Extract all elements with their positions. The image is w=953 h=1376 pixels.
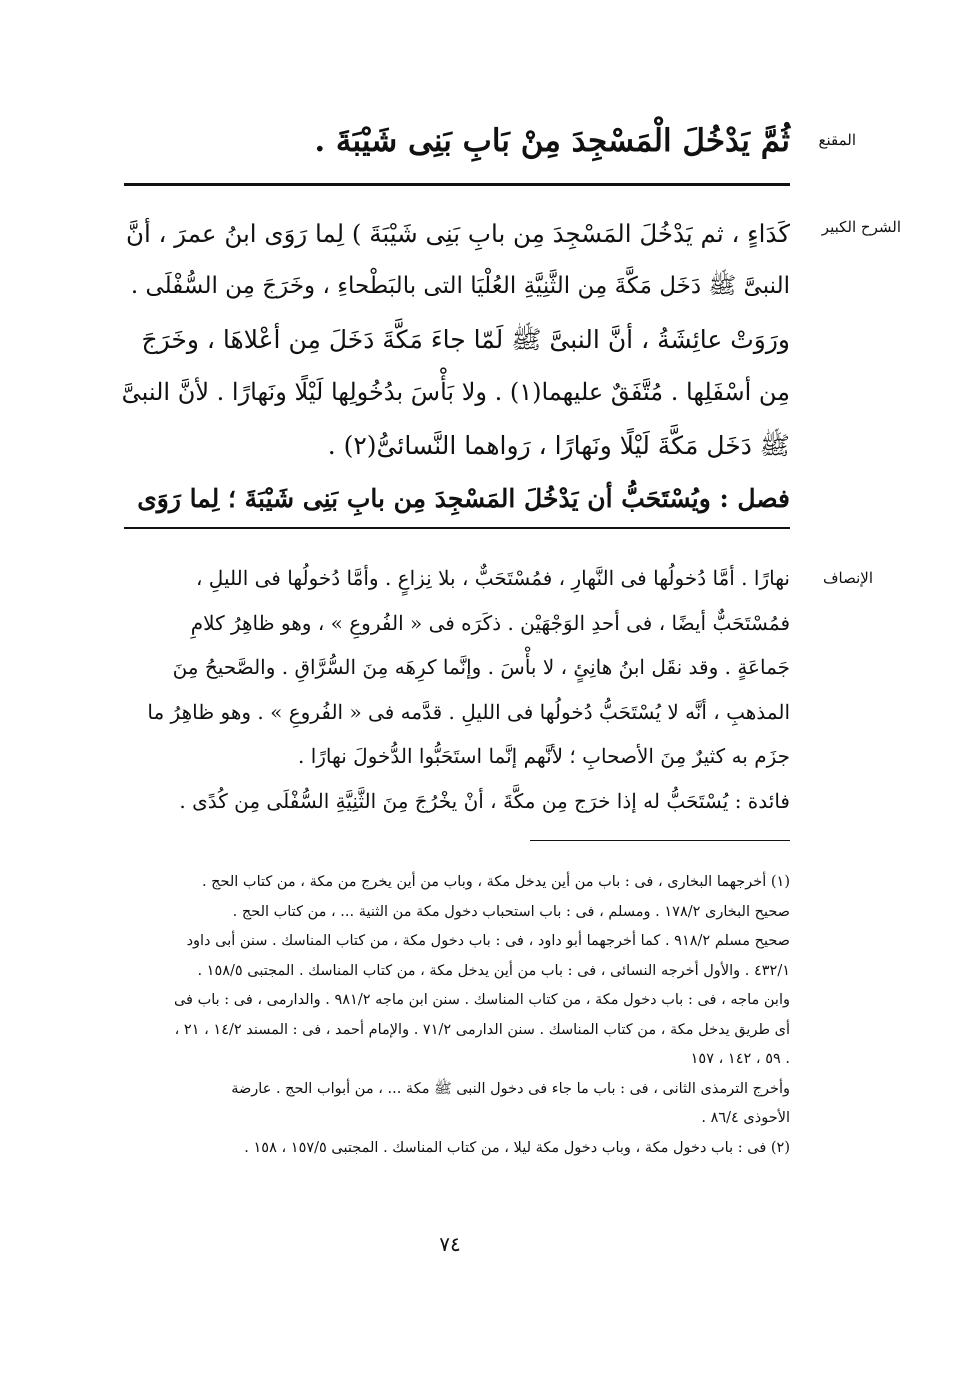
footnote-line: أى طريق يدخل مكة ، من كتاب المناسك . سنن الدارمى ٧١/٢ . والإمام أحمد ، فى : المسند ١٤/٢ ، ٢١ ، [174, 1021, 790, 1038]
section-divider [124, 183, 790, 186]
sharh-line: ﷺ دَخَل مَكَّةَ لَيْلًا ونَهارًا ، رَواهما النَّسائىُّ(٢) . [327, 431, 790, 460]
footnote-line: ٤٣٢/١ . والأول أخرجه النسائى ، فى : باب من أين يدخل مكة ، من كتاب المناسك . المجتبى ١٥٨/٥ . [197, 962, 790, 979]
insaf-line: نهارًا . أمَّا دُخولُها فى النَّهارِ ، فمُسْتَحَبٌّ ، بلا نِزاعٍ . وأمَّا دُخولُها فى الليلِ ، [195, 566, 790, 590]
insaf-text-block [122, 556, 790, 823]
footnote-line: (١) أخرجهما البخارى ، فى : باب من أين يدخل مكة ، وباب من أين يخرج من مكة ، من كتاب الحج . [201, 874, 790, 890]
insaf-line: جَماعَةٍ . وقد نقَل ابنُ هانِئٍ ، لا بأْسَ . وإنَّما كرِهَه مِنَ السُّرَّاقِ . والصَّحيحُ مِنَ [172, 655, 790, 679]
insaf-line: المذهبِ ، أنَّه لا يُسْتَحَبُّ دُخولُها فى الليلِ . قدَّمه فى « الفُروعِ » . وهو ظاهِرُ ما [147, 699, 790, 724]
footnote-line: (٢) فى : باب دخول مكة ، وباب دخول مكة ليلا ، من كتاب المناسك . المجتبى ١٥٧/٥ ، ١٥٨ . [244, 1139, 790, 1156]
footnote-line: ٥٩ ، ١٤٢ ، ١٥٧ . [690, 1051, 790, 1067]
section-divider [124, 527, 790, 529]
footnote-line: صحيح البخارى ١٧٨/٢ . ومسلم ، فى : باب استحباب دخول مكة من الثنية ... ، من كتاب الحج . [232, 903, 790, 920]
sharh-fasl-line: فصل : ويُسْتَحَبُّ أن يَدْخُلَ المَسْجِدَ مِن بابِ بَنِى شَيْبَةَ ؛ لِما رَوَى [137, 484, 790, 513]
footnote-line: الأحوذى ٨٦/٤ . [701, 1110, 790, 1126]
page-number: ٧٤ [439, 1232, 461, 1256]
sharh-label: الشرح الكبير [821, 218, 901, 236]
sharh-text-block [122, 207, 790, 525]
sharh-line: النبىَّ ﷺ دَخَل مَكَّةَ مِن الثَّنِيَّةِ العُلْيَا التى بالبَطْحاءِ ، وخَرَجَ مِن السُّفْلَى . [130, 273, 790, 299]
insaf-faida-line: فائدة : يُسْتَحَبُّ له إذا خرَج مِن مكَّةَ ، أنْ يخْرُجَ مِنَ الثَّنِيَّةِ السُّفْلَى مِن كُدًى . [179, 788, 790, 813]
sharh-line: مِن أسْفَلِها . مُتَّفَقٌ عليهما(١) . ولا بَأْسَ بدُخُولِها لَيْلًا ونَهارًا . لأنَّ النبىَّ [122, 378, 790, 406]
muqni-text: ثُمَّ يَدْخُلَ الْمَسْجِدَ مِنْ بَابِ بَنِى شَيْبَةَ . [314, 123, 790, 159]
insaf-line: فمُسْتَحَبٌّ أيضًا ، فى أحدِ الوَجْهَيْن . ذكَرَه فى « الفُروعِ » ، وهو ظاهِرُ كلامِ [190, 610, 790, 635]
footnote-line: وأخرج الترمذى الثانى ، فى : باب ما جاء فى دخول النبى ﷺ مكة ... ، من أبواب الحج . عارضة [231, 1080, 790, 1097]
sharh-line: ورَوَتْ عائِشَةُ ، أنَّ النبىَّ ﷺ لَمّا جاءَ مَكَّةَ دَخَلَ مِن أعْلاهَا ، وخَرَجَ [141, 325, 790, 354]
footnote-line: صحيح مسلم ٩١٨/٢ . كما أخرجهما أبو داود ، فى : باب دخول مكة ، من كتاب المناسك . سنن أبى داود [186, 933, 790, 949]
footnotes-block [122, 868, 790, 1163]
insaf-line: جزَم به كثيرٌ مِنَ الأصحابِ ؛ لأنَّهم إنَّما استَحَبُّوا الدُّخولَ نهارًا . [298, 744, 790, 768]
muqni-label: المقنع [818, 131, 856, 149]
footnote-line: وابن ماجه ، فى : باب دخول مكة ، من كتاب المناسك . سنن ابن ماجه ٩٨١/٢ . والدارمى ، فى : باب فى [173, 992, 790, 1008]
footnote-separator [530, 840, 790, 841]
insaf-label: الإنصاف [822, 569, 873, 587]
sharh-line: كَدَاءٍ ، ثم يَدْخُلَ المَسْجِدَ مِن بابِ بَنِى شَيْبَةَ ) لِما رَوَى ابنُ عمرَ ، أنَّ [125, 219, 790, 248]
muqni-text-block [122, 116, 790, 166]
